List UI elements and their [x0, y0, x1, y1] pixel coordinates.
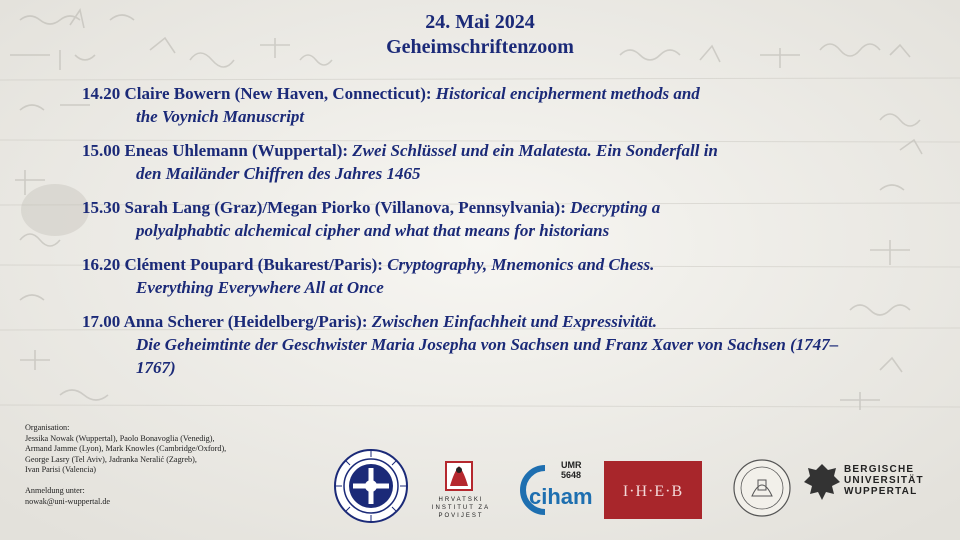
- hip-logo-text: INSTITUT ZA: [431, 505, 491, 511]
- bergische-universitaet-logo: [804, 462, 934, 508]
- talk-title: Zwischen Einfachheit und Expressivität.: [371, 312, 658, 331]
- bergische-line: BERGISCHE: [844, 464, 915, 475]
- event-date: 24. Mai 2024: [425, 11, 535, 33]
- talk-title: Decrypting a: [570, 198, 661, 217]
- talk-title-continued: polyalphabtic alchemical cipher and what that means for historians: [136, 221, 610, 240]
- talk-speaker: Anna Scherer (Heidelberg/Paris):: [123, 312, 368, 331]
- hip-logo: [430, 460, 492, 528]
- talk-title-continued: Everything Everywhere All at Once: [136, 278, 384, 297]
- talk-title: Historical encipherment methods and: [435, 84, 700, 103]
- talk-item: [82, 310, 912, 379]
- talk-speaker: Eneas Uhlemann (Wuppertal):: [124, 141, 349, 160]
- hip-emblem-icon: [444, 460, 474, 492]
- organiser-line: Armand Jamme (Lyon), Mark Knowles (Cambridge/Oxford),: [25, 444, 227, 454]
- hip-logo-text: HRVATSKI: [438, 497, 484, 503]
- organisation-heading: Organisation:: [25, 423, 70, 432]
- ciham-umr: UMR: [561, 460, 582, 470]
- ciham-logo: [515, 458, 593, 520]
- university-crest-icon: [804, 462, 840, 502]
- talk-item: [82, 139, 912, 185]
- talk-time: 17.00: [82, 312, 121, 331]
- registration-heading: Anmeldung unter:: [25, 485, 85, 495]
- registration-email[interactable]: nowak@uni-wuppertal.de: [25, 496, 111, 506]
- talk-speaker: Claire Bowern (New Haven, Connecticut):: [124, 84, 432, 103]
- talk-time: 15.30: [82, 198, 121, 217]
- iheb-logo: [604, 461, 702, 519]
- header: [0, 10, 960, 60]
- bergische-line: UNIVERSITÄT: [844, 475, 924, 486]
- logo-bar: [0, 448, 960, 526]
- talk-time: 14.20: [82, 84, 121, 103]
- organiser-line: George Lasry (Tel Aviv), Jadranka Neralić (Zagreb),: [25, 454, 197, 464]
- talk-time: 16.20: [82, 255, 121, 274]
- talk-speaker: Sarah Lang (Graz)/Megan Piorko (Villanova, Pennsylvania):: [124, 198, 566, 217]
- bergische-line: WUPPERTAL: [844, 486, 918, 497]
- organiser-line: Ivan Parisi (Valencia): [25, 465, 96, 475]
- talk-title-continued: den Mailänder Chiffren des Jahres 1465: [136, 164, 421, 183]
- talk-schedule: [82, 82, 912, 390]
- iheb-wordmark: I·H·E·B: [622, 483, 684, 500]
- talk-time: 15.00: [82, 141, 121, 160]
- ciham-umr-number: 5648: [561, 470, 582, 480]
- talk-title: Zwei Schlüssel und ein Malatesta. Ein Sonderfall in: [352, 141, 718, 160]
- talk-item: [82, 253, 912, 299]
- ciham-wordmark: ciham: [529, 484, 593, 509]
- commission-seal-logo: [333, 448, 409, 524]
- event-name: Geheimschriftenzoom: [386, 36, 574, 58]
- organiser-line: Jessika Nowak (Wuppertal), Paolo Bonavoglia (Venedig),: [25, 433, 215, 443]
- hip-logo-text: POVIJEST: [438, 513, 484, 519]
- talk-title: Cryptography, Mnemonics and Chess.: [387, 255, 655, 274]
- talk-item: [82, 196, 912, 242]
- talk-speaker: Clément Poupard (Bukarest/Paris):: [124, 255, 383, 274]
- stamp-seal-logo: [732, 458, 792, 518]
- talk-title-continued: the Voynich Manuscript: [136, 107, 305, 126]
- talk-item: [82, 82, 912, 128]
- talk-title-continued: Die Geheimtinte der Geschwister Maria Josepha von Sachsen und Franz Xaver von Sachsen (1747–1767): [136, 335, 839, 377]
